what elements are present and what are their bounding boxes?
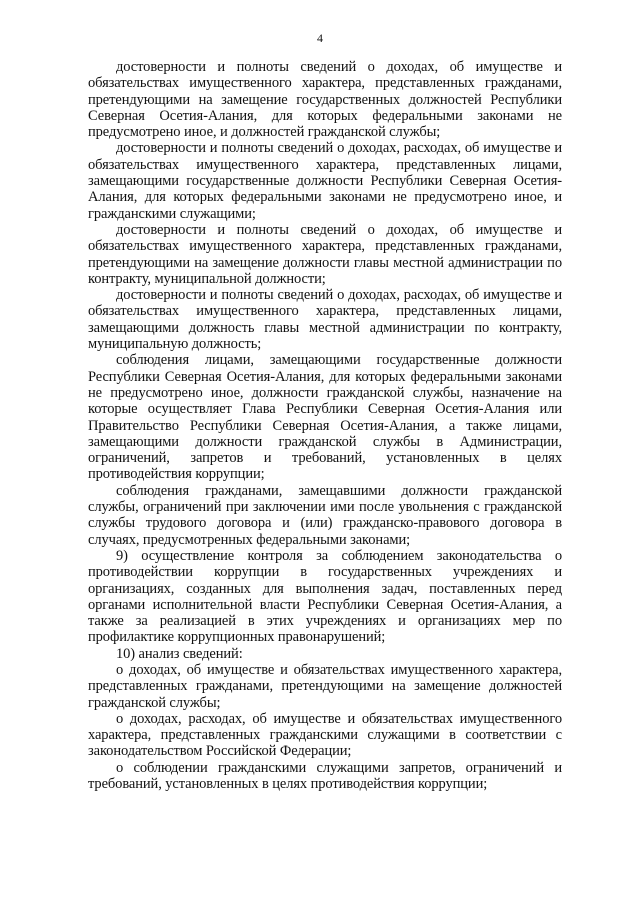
paragraph-4: достоверности и полноты сведений о доходах, расходах, об имуществе и обязательствах имущественного характера, представленных лицами, замещающими должность главы местной администрации по контракту, муниципальную должность; — [88, 287, 562, 353]
paragraph-3: достоверности и полноты сведений о доходах, об имуществе и обязательствах имущественного характера, представленных гражданами, претендующими на замещение должности главы местной администрации по контракту, муниципальной должности; — [88, 221, 562, 287]
paragraph-11: о соблюдении гражданскими служащими запретов, ограничений и требований, установленных в целях противодействия коррупции; — [88, 759, 562, 793]
paragraph-5: соблюдения лицами, замещающими государственные должности Республики Северная Осетия-Алания, для которых федеральными законами не предусмотрено иное, должности гражданской службы, назначение на которые осуществляет Глава Республики Северная Осетия-Алания или Правительство Республики Северная Осетия-Алания, а также лицами, замещающими должности гражданской службы в Администрации, ограничений, запретов и требований, установленных в целях противодействия коррупции; — [88, 352, 562, 483]
paragraph-9: о доходах, об имуществе и обязательствах имущественного характера, представленных гражданами, претендующими на замещение должностей гражданской службы; — [88, 661, 562, 711]
paragraph-10: о доходах, расходах, об имуществе и обязательствах имущественного характера, представленных гражданскими служащими в соответствии с законодательством Российской Федерации; — [88, 710, 562, 760]
page-number: 4 — [317, 31, 323, 45]
paragraph-1: достоверности и полноты сведений о доходах, об имуществе и обязательствах имущественного характера, представленных гражданами, претендующими на замещение государственных должностей Республики Северная Осетия-Алания, для которых федеральными законами не предусмотрено иное, и должностей гражданской службы; — [88, 59, 562, 141]
paragraph-8: 10) анализ сведений: — [116, 645, 243, 662]
paragraph-7: 9) осуществление контроля за соблюдением законодательства о противодействии коррупции в государственных учреждениях и организациях, созданных для выполнения задач, поставленных перед органами исполнительной власти Республики Северная Осетия-Алания, а также за реализацией в этих учреждениях и организациях мер по профилактике коррупционных правонарушений; — [88, 547, 562, 646]
paragraph-6: соблюдения гражданами, замещавшими должности гражданской службы, ограничений при заключении ими после увольнения с гражданской службы трудового договора и (или) гражданско-правового договора в случаях, предусмотренных федеральными законами; — [88, 482, 562, 548]
document-body — [88, 59, 562, 792]
paragraph-2: достоверности и полноты сведений о доходах, расходах, об имуществе и обязательствах имущественного характера, представленных лицами, замещающими государственные должности Республики Северная Осетия-Алания, для которых федеральными законами не предусмотрено иное, и гражданскими служащими; — [88, 140, 562, 222]
